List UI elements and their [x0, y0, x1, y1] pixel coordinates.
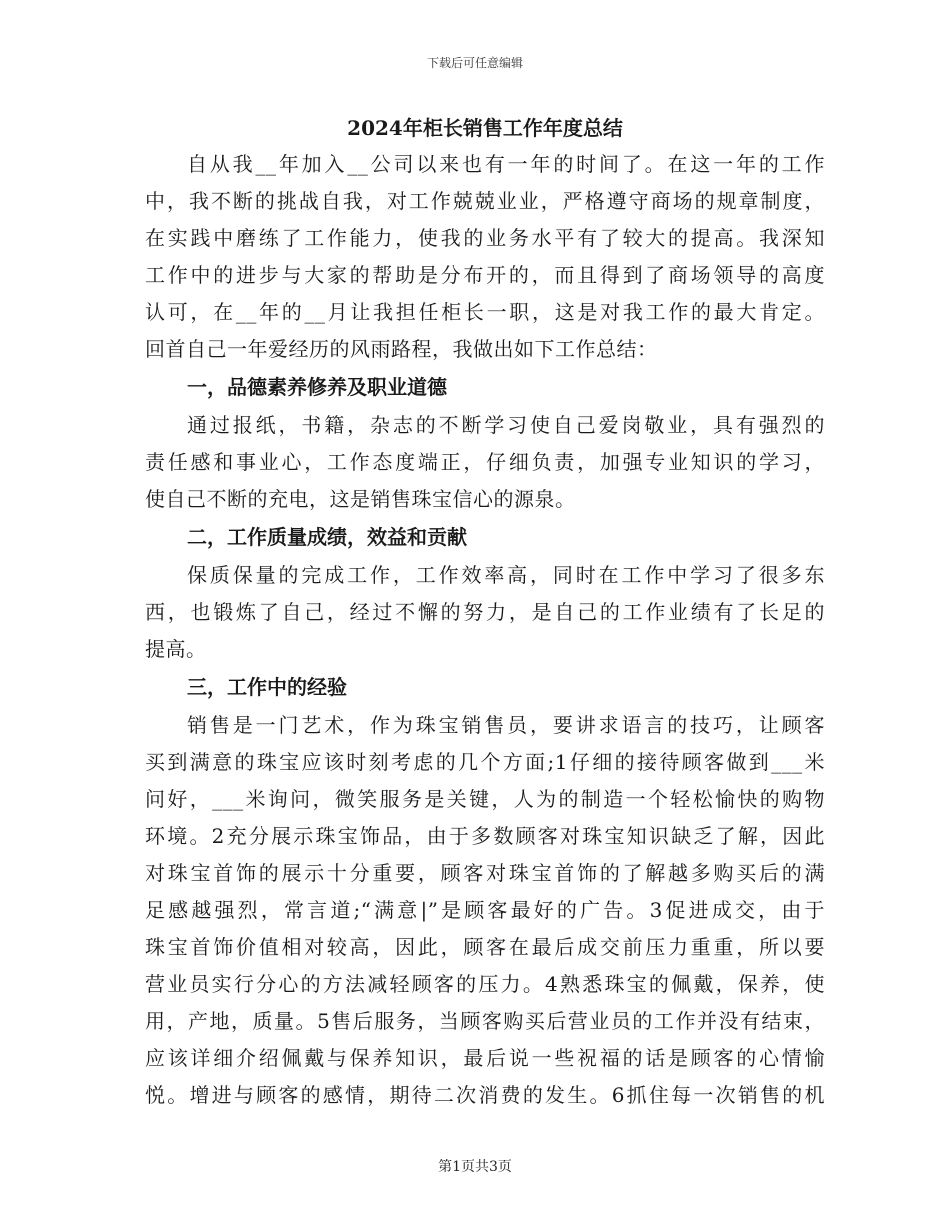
- paragraph-line: 营业员实行分心的方法减轻顾客的压力。4熟悉珠宝的佩戴，保养，使: [145, 972, 825, 996]
- section-paragraph: [145, 407, 825, 518]
- document-body: [145, 112, 825, 1114]
- paragraph-line: 用，产地，质量。5售后服务，当顾客购买后营业员的工作并没有结束，: [145, 1009, 825, 1033]
- paragraph-line: 应该详细介绍佩戴与保养知识，最后说一些祝福的话是顾客的心情愉: [145, 1046, 825, 1070]
- page-footer: 第1页共3页: [438, 1159, 512, 1175]
- paragraph-line: 足感越强烈，常言道;“满意|”是顾客最好的广告。3促进成交，由于: [145, 898, 825, 922]
- paragraph-line: 对珠宝首饰的展示十分重要，顾客对珠宝首饰的了解越多购买后的满: [145, 861, 825, 885]
- paragraph-line: 认可，在__年的__月让我担任柜长一职，这是对我工作的最大肯定。: [145, 300, 825, 324]
- section-paragraph: [145, 557, 825, 668]
- paragraph-line: 问好，___米询问，微笑服务是关键，人为的制造一个轻松愉快的购物: [145, 787, 825, 811]
- paragraph-line: 通过报纸，书籍，杂志的不断学习使自己爱岗敬业，具有强烈的: [187, 413, 825, 437]
- section-heading: 二，工作质量成绩，效益和贡献: [187, 525, 467, 549]
- paragraph-line: 中，我不断的挑战自我，对工作兢兢业业，严格遵守商场的规章制度，: [145, 189, 825, 213]
- page-header: 下载后可任意编辑: [426, 56, 523, 70]
- paragraph-line: 提高。: [145, 637, 207, 661]
- paragraph-line: 自从我__年加入__公司以来也有一年的时间了。在这一年的工作: [187, 152, 825, 176]
- paragraph-line: 在实践中磨练了工作能力，使我的业务水平有了较大的提高。我深知: [145, 226, 825, 250]
- document-title: 2024年柜长销售工作年度总结: [347, 116, 623, 140]
- paragraph-line: 销售是一门艺术，作为珠宝销售员，要讲求语言的技巧，让顾客: [187, 713, 825, 737]
- paragraph-line: 回首自己一年爱经历的风雨路程，我做出如下工作总结：: [145, 337, 658, 361]
- paragraph-line: 环境。2充分展示珠宝饰品，由于多数顾客对珠宝知识缺乏了解，因此: [145, 824, 825, 848]
- section-heading: 三，工作中的经验: [187, 675, 347, 699]
- intro-paragraph: [145, 146, 825, 368]
- paragraph-line: 买到满意的珠宝应该时刻考虑的几个方面;1仔细的接待顾客做到___米: [145, 750, 825, 774]
- section-paragraph: [145, 707, 825, 1114]
- paragraph-line: 西，也锻炼了自己，经过不懈的努力，是自己的工作业绩有了长足的: [145, 600, 825, 624]
- paragraph-line: 责任感和事业心，工作态度端正，仔细负责，加强专业知识的学习，: [145, 450, 825, 474]
- paragraph-line: 悦。增进与顾客的感情，期待二次消费的发生。6抓住每一次销售的机: [145, 1083, 825, 1107]
- paragraph-line: 使自己不断的充电，这是销售珠宝信心的源泉。: [145, 487, 576, 511]
- paragraph-line: 保质保量的完成工作，工作效率高，同时在工作中学习了很多东: [187, 563, 825, 587]
- paragraph-line: 珠宝首饰价值相对较高，因此，顾客在最后成交前压力重重，所以要: [145, 935, 825, 959]
- section-heading: 一，品德素养修养及职业道德: [187, 375, 447, 399]
- paragraph-line: 工作中的进步与大家的帮助是分布开的，而且得到了商场领导的高度: [145, 263, 825, 287]
